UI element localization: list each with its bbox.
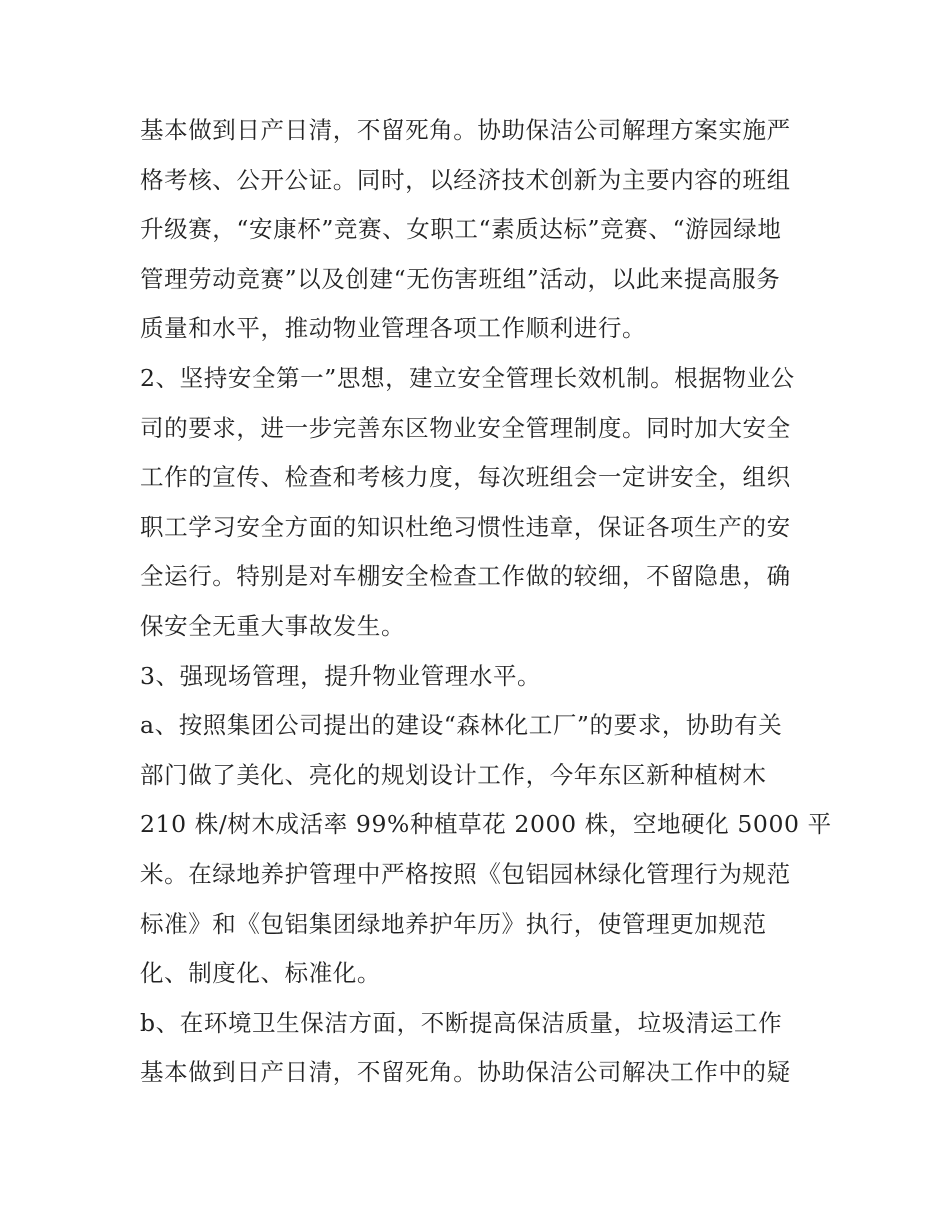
text-line: 工作的宣传、检查和考核力度，每次班组会一定讲安全，组织 — [140, 463, 791, 492]
text-line: 保安全无重大事故发生。 — [140, 611, 406, 640]
text-line: 米。在绿地养护管理中严格按照《包铝园林绿化管理行为规范 — [140, 859, 791, 888]
text-line: 标准》和《包铝集团绿地养护年历》执行，使管理更加规范 — [140, 909, 767, 938]
text-line: 质量和水平，推动物业管理各项工作顺利进行。 — [140, 314, 647, 343]
text-line: 3、强现场管理，提升物业管理水平。 — [140, 661, 542, 690]
text-line: 210 株/树木成活率 99%种植草花 2000 株，空地硬化 5000 平 — [140, 810, 832, 839]
text-line: 格考核、公开公证。同时，以经济技术创新为主要内容的班组 — [140, 165, 791, 194]
text-line: 2、坚持安全第一”思想，建立安全管理长效机制。根据物业公 — [140, 363, 795, 392]
text-line: 部门做了美化、亮化的规划设计工作，今年东区新种植树木 — [140, 760, 767, 789]
text-line: 职工学习安全方面的知识杜绝习惯性违章，保证各项生产的安 — [140, 512, 791, 541]
text-line: a、按照集团公司提出的建设“森林化工厂”的要求，协助有关 — [140, 711, 783, 740]
text-line: 全运行。特别是对车棚安全检查工作做的较细，不留隐患，确 — [140, 562, 791, 591]
text-line: 司的要求，进一步完善东区物业安全管理制度。同时加大安全 — [140, 413, 791, 442]
text-line: 基本做到日产日清，不留死角。协助保洁公司解理方案实施严 — [140, 116, 791, 144]
text-line: 化、制度化、标准化。 — [140, 959, 381, 988]
body-text — [140, 106, 832, 1098]
text-line: 管理劳动竞赛”以及创建“无伤害班组”活动，以此来提高服务 — [140, 264, 781, 293]
text-line: 升级赛，“安康杯”竞赛、女职工“素质达标”竞赛、“游园绿地 — [140, 215, 782, 244]
text-line: b、在环境卫生保洁方面，不断提高保洁质量，垃圾清运工作 — [140, 1008, 783, 1037]
text-line: 基本做到日产日清，不留死角。协助保洁公司解决工作中的疑 — [140, 1058, 791, 1087]
